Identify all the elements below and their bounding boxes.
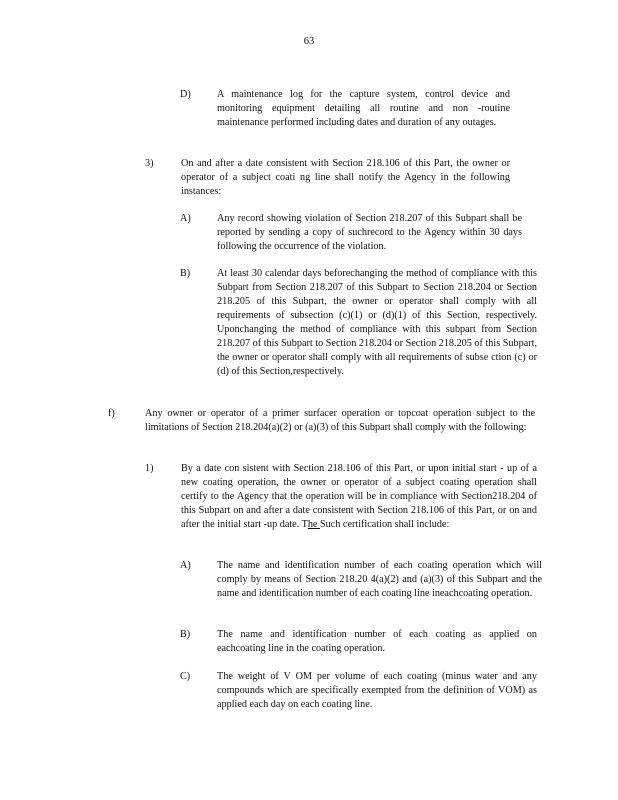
page-number: 63 xyxy=(303,36,315,47)
item-text: The name and identification number of each coating as applied on eachcoating line in the coating operation. xyxy=(217,629,537,654)
item-text: At least 30 calendar days beforechanging the method of compliance with this Subpart from Section 218.207 of this Subpart to Section 218.204 or Section 218.205 of this Subpart, the owner or operator shall comply with all requirements of subsection (c)(1) or (d)(1) of this Section, respectively. Uponchanging the method of compliance with this subpart from Section 218.207 of this Subpart to Section 218.204 or Section 218.205 of this Subpart, the owner or operator shall comply with all requirements of subse ction (c) or (d) of this Section,respectively. xyxy=(217,268,537,377)
item-label: A) xyxy=(180,560,191,571)
item-label: B) xyxy=(180,629,191,640)
item-label: B) xyxy=(180,268,191,279)
item-text: The weight of V OM per volume of each coating (minus water and any compounds which are specifically exempted from the definition of VOM) as applied each day on each coating line. xyxy=(217,671,537,710)
item-label: f) xyxy=(108,408,115,419)
item-text xyxy=(181,462,537,532)
item-text: Any record showing violation of Section 218.207 of this Subpart shall be reported by sending a copy of suchrecord to the Agency within 30 days following the occurrence of the violation. xyxy=(217,213,522,252)
item-text: On and after a date consistent with Section 218.106 of this Part, the owner or operator of a subject coati ng line shall notify the Agency in the following instances: xyxy=(181,158,510,197)
underlined-text: he xyxy=(307,519,320,530)
item-label: 3) xyxy=(145,158,154,169)
item-text-part: By a date con sistent with Section 218.106 of this Part, or upon initial start - up of a new coating operation, the owner or operator of a subject coating operation shall certify to the Agency that the operation will be in compliance with Section218.204 of this Subpart on and after a date consistent with Section 218.106 of this Part, or on and after the initial start -up date. T xyxy=(181,463,537,530)
item-3-A xyxy=(180,212,525,256)
item-text: The name and identification number of each coating operation which will comply by means of Section 218.20 4(a)(2) and (a)(3) of this Subpart and the name and identification number of each coating line ineachcoating operation. xyxy=(217,560,542,599)
item-f-1-A xyxy=(180,559,545,617)
item-label: C) xyxy=(180,671,191,682)
item-text-part: Such certification shall include: xyxy=(320,519,450,530)
item-text: Any owner or operator of a primer surfacer operation or topcoat operation subject to the limitations of Section 218.204(a)(2) or (a)(3) of this Subpart shall comply with the following: xyxy=(145,408,535,433)
item-text: A maintenance log for the capture system, control device and monitoring equipment detailing all routine and non -routine maintenance performed including dates and duration of any outages. xyxy=(217,89,510,128)
item-label: A) xyxy=(180,213,191,224)
item-f-1-B xyxy=(180,628,545,658)
item-f-1 xyxy=(145,462,540,548)
item-D xyxy=(180,88,520,146)
item-3 xyxy=(145,157,520,201)
item-f xyxy=(108,407,538,451)
item-3-B xyxy=(180,267,540,395)
item-label: 1) xyxy=(145,463,154,474)
item-f-1-C xyxy=(180,670,545,714)
item-label: D) xyxy=(180,89,191,100)
